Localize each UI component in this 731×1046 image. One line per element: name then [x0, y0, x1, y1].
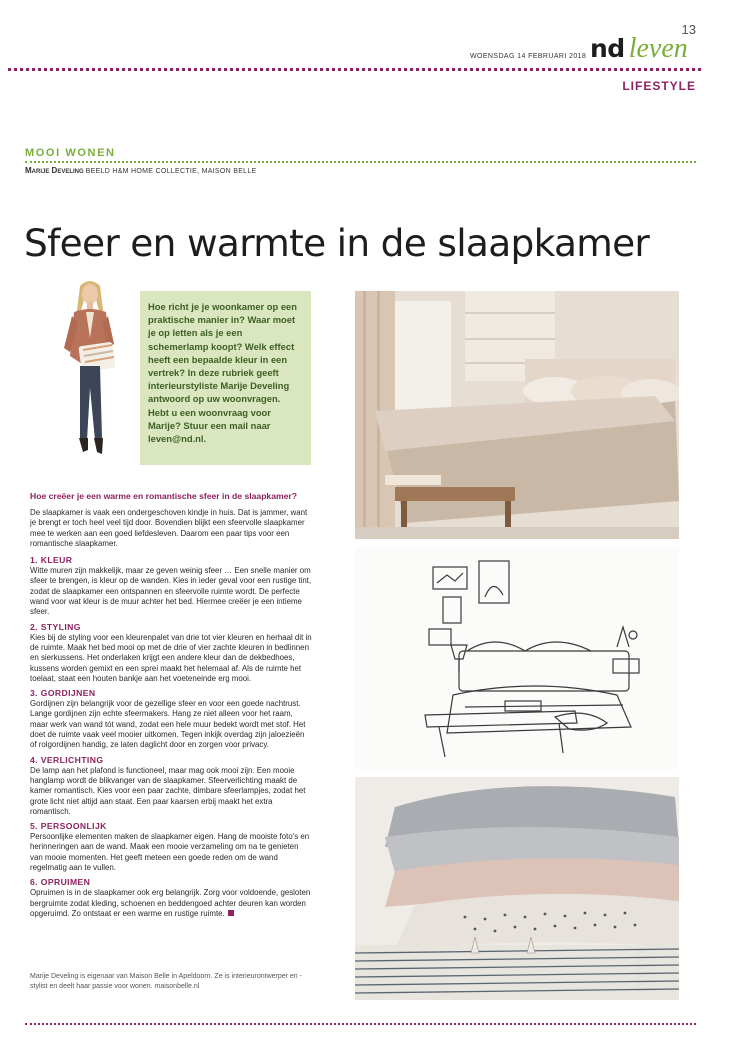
tip-section	[30, 755, 312, 817]
tip-section	[30, 688, 312, 750]
bedroom-photo	[355, 291, 679, 539]
byline-author: Marije Develing	[25, 166, 84, 175]
tip-heading: 3. GORDIJNEN	[30, 688, 96, 699]
byline	[25, 166, 257, 175]
rubric-divider	[25, 161, 696, 163]
section-label: LIFESTYLE	[622, 79, 696, 93]
tip-text: Gordijnen zijn belangrijk voor de gezellige sfeer en voor een goede nachtrust. Lange gordijnen zijn echte sfeermakers. Hang ze niet alleen voor het raam, maar werk van wand tót wand, zodat een hele muur bedekt wordt met stof. Het doet de ruimte vaak veel mooier uitkomen. Tegen inkijk overdag zijn jaloezieën of rolgordijnen handig, ze laten daglicht door en zorgen voor privacy.	[30, 699, 306, 750]
brand-leven: leven	[628, 33, 688, 64]
tip-section	[30, 877, 312, 919]
end-mark	[228, 910, 234, 916]
rubric-kicker: MOOI WONEN	[25, 147, 116, 159]
author-bio: Marije Develing is eigenaar van Maison Belle in Apeldoorn. Ze is interieurontwerper en -stylist en deelt haar passie voor wonen. maisonbelle.nl	[30, 973, 302, 990]
page-number: 13	[681, 22, 696, 37]
byline-photo-credit: BEELD H&M HOME COLLECTIE, MAISON BELLE	[85, 168, 257, 175]
headline: Sfeer en warmte in de slaapkamer	[24, 221, 650, 266]
tip-heading: 6. OPRUIMEN	[30, 877, 91, 888]
article-opening: De slaapkamer is vaak een ondergeschoven kindje in huis. Dat is jammer, want je brengt er toch heel veel tijd door. Bovendien blijkt een sfeervolle slaapkamer mee te werken aan een goed liefdesleven. Daarom een paar tips voor een romantische slaapkamer.	[30, 508, 308, 548]
article-body	[30, 491, 312, 923]
linen-photo	[355, 777, 679, 1000]
tip-text: Persoonlijke elementen maken de slaapkamer eigen. Hang de mooiste foto's en herinneringen aan de wand. Maak een mooie verzameling om na te genieten van mooie momenten. Het geeft meteen een goede reden om de wand regelmatig aan te vullen.	[30, 832, 310, 873]
tip-heading: 5. PERSOONLIJK	[30, 821, 107, 832]
article-question: Hoe creëer je een warme en romantische sfeer in de slaapkamer?	[30, 491, 298, 501]
tip-section	[30, 555, 312, 617]
tip-heading: 1. KLEUR	[30, 555, 73, 566]
brand-nd: nd	[590, 34, 625, 63]
tip-text: De lamp aan het plafond is functioneel, maar mag ook mooi zijn. Een mooie hanglamp wordt de blikvanger van de slaapkamer. Sfeerverlichting maakt de kamer romantisch. Kies voor een paar zachte, dimbare sfeerlampjes, zodat het grote licht niet altijd aan staat. Een paar kaarsen erbij maakt het extra romantisch.	[30, 765, 306, 816]
issue-date: WOENSDAG 14 FEBRUARI 2018	[470, 53, 587, 60]
header-divider	[8, 68, 701, 71]
intro-box	[140, 291, 311, 465]
tip-text-content: Opruimen is in de slaapkamer ook erg belangrijk. Zorg voor voldoende, gesloten bergruimte zodat kleding, schoenen en beddengoed achter deuren kan worden opgeruimd. Zo ontstaat er een warme en rustige ruimte.	[30, 888, 311, 918]
intro-text: Hoe richt je je woonkamer op een praktische manier in? Waar moet je op letten als je een schemerlamp koopt? Welk effect heeft een bepaalde kleur in een vertrek? In deze rubriek geeft interieurstyliste Marije Develing antwoord op uw woonvragen. Hebt u een woonvraag voor Marije? Stuur een mail naar leven@nd.nl.	[148, 301, 297, 445]
footer-divider	[25, 1023, 696, 1025]
tip-text	[30, 888, 312, 919]
tip-section	[30, 622, 312, 684]
bedroom-sketch	[355, 547, 679, 769]
tip-text: Kies bij de styling voor een kleurenpalet van drie tot vier kleuren en herhaal dit in de ruimte. Maak het bed mooi op met de drie of vier zachte kleuren in bedlinnen en sierkussens. Het onderlaken krijgt een andere kleur dan de dekbedhoes, kussens worden gemixt en een sprei maakt het helemaal af. Als de ruimte het toelaat, staat een houten bankje aan het voeteneinde erg mooi.	[30, 632, 312, 683]
brand-logo	[590, 35, 688, 63]
tip-section	[30, 821, 312, 873]
tip-heading: 4. VERLICHTING	[30, 754, 104, 765]
author-portrait	[50, 278, 130, 464]
tip-text: Witte muren zijn makkelijk, maar ze geven weinig sfeer … Een snelle manier om sfeer te brengen, is kleur op de wanden. Kies in ieder geval voor een rustige tint, zodat de slaapkamer een ontspannen en sfeervolle ruimte wordt. De perfecte wand voor wat kleur is de muur achter het bed. Hiermee creëer je een intieme sfeer.	[30, 566, 312, 617]
tip-heading: 2. STYLING	[30, 621, 81, 632]
